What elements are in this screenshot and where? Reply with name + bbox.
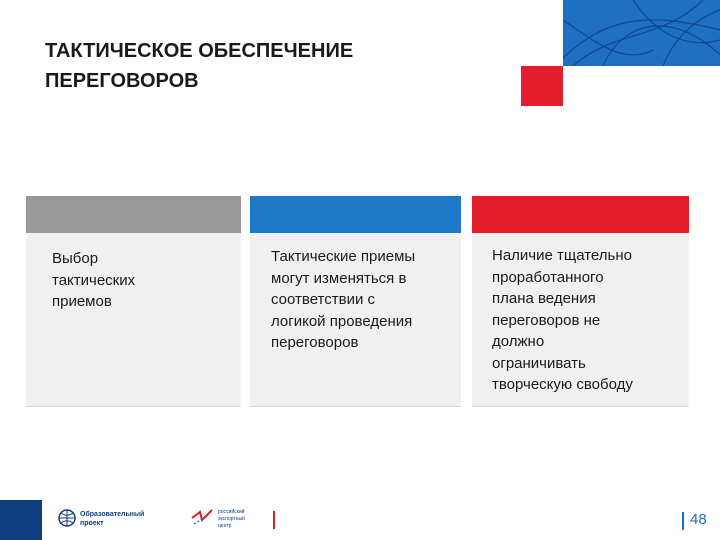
decorative-red-block xyxy=(521,66,563,106)
card-text-line: должно xyxy=(492,333,545,350)
decorative-curves xyxy=(563,0,720,66)
slide-title xyxy=(45,36,465,96)
slide-title-line-1: ТАКТИЧЕСКОЕ ОБЕСПЕЧЕНИЕ xyxy=(45,40,354,62)
footer-navy-block xyxy=(0,500,42,540)
logo-text-line: проект xyxy=(80,520,104,527)
slide-title-line-2: ПЕРЕГОВОРОВ xyxy=(45,70,199,92)
card-body xyxy=(472,233,689,407)
logo-text-line: центр xyxy=(218,523,232,529)
logo-text-line: Образовательный xyxy=(80,511,145,518)
logo-text-line: экспортный xyxy=(218,516,245,522)
card-text-line: переговоров не xyxy=(492,311,601,329)
decorative-blue-block xyxy=(563,0,720,66)
education-project-logo xyxy=(58,506,168,532)
page-number: 48 xyxy=(690,511,707,528)
card-text-line: Тактические приемы xyxy=(271,248,416,265)
export-center-emblem-icon xyxy=(188,506,216,528)
logo-text-line: российский xyxy=(218,509,245,515)
card-text-line: Выбор xyxy=(52,250,99,267)
card-text-line: соответствии с xyxy=(271,291,376,308)
card-text-line: творческую свободу xyxy=(492,376,633,393)
card-text-line: ограничивать xyxy=(492,354,586,372)
footer-separator xyxy=(273,511,275,529)
card-text-line: Наличие тщательно xyxy=(492,247,632,264)
card-header-bar-red xyxy=(472,196,689,233)
card-text-line: логикой проведения xyxy=(271,312,413,330)
card-text-line: могут изменяться в xyxy=(271,269,407,287)
card-text-line: плана ведения xyxy=(492,290,596,307)
card-text-line: проработанного xyxy=(492,268,604,286)
card-header-bar-blue xyxy=(250,196,461,233)
card-text-line: переговоров xyxy=(271,334,359,351)
globe-icon xyxy=(58,509,76,527)
card-body xyxy=(26,233,241,407)
card-body xyxy=(250,233,461,407)
card-header-bar-gray xyxy=(26,196,241,233)
card-text-line: тактических xyxy=(52,271,136,289)
page-number-separator xyxy=(682,512,684,530)
export-center-logo xyxy=(188,506,268,532)
card-text-line: приемов xyxy=(52,293,112,310)
